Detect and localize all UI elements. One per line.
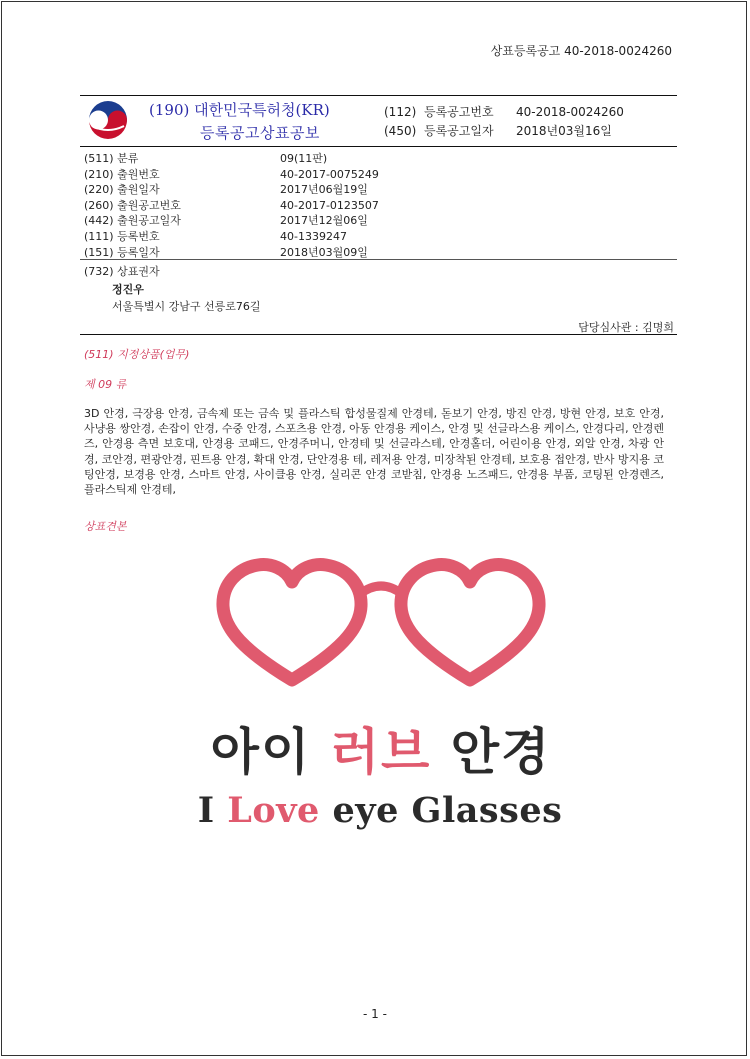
meta-value: 40-2017-0123507 xyxy=(280,198,379,212)
meta-row xyxy=(84,167,379,183)
header-rule-top xyxy=(80,95,677,96)
wordmark-en-part2: Love xyxy=(227,790,320,831)
goods-list: 3D 안경, 극장용 안경, 금속제 또는 금속 및 플라스틱 합성물질제 안경테, 돋보기 안경, 방진 안경, 방현 안경, 보호 안경, 사냥용 쌍안경, 손잡이 안경, 수중 안경, 스포츠용 안경, 아동 안경용 케이스, 안경 및 선글라스용 케이스, 안경다리, 안경렌즈, 안경용 측면 보호대, 안경용 코패드, 안경주머니, 안경테 및 선글라스테, 안경홀더, 어린이용 안경, 외알 안경, 차광 안경, 코안경, 편광안경, 핀트용 안경, 확대 안경, 단안경용 테, 레저용 안경, 미장착된 안경테, 보호용 접안경, 반사 방지용 코팅안경, 보경용 안경, 스마트 안경, 사이클용 안경, 실리콘 안경 코받침, 안경용 노즈패드, 안경용 부품, 코팅된 안경렌즈, 플라스틱제 안경테, xyxy=(84,407,664,497)
section-rule xyxy=(80,259,677,260)
owner-address: 서울특별시 강남구 선릉로76길 xyxy=(112,300,261,313)
document-reference: 상표등록공고 40-2018-0024260 xyxy=(490,44,672,58)
reg-pub-date-code: (450) xyxy=(384,124,417,138)
bibliographic-data xyxy=(84,151,379,260)
meta-value: 2018년03월09일 xyxy=(280,245,368,259)
meta-row xyxy=(84,229,379,245)
wordmark-en-part3: eye Glasses xyxy=(332,790,563,831)
wordmark-en-part1: I xyxy=(197,790,215,831)
bulletin-title: 등록공고상표공보 xyxy=(200,124,320,142)
meta-label: (210) 출원번호 xyxy=(84,167,160,181)
wordmark-ko-part2: 러브 xyxy=(330,723,432,781)
page-number: - 1 - xyxy=(363,1007,387,1021)
meta-label: (111) 등록번호 xyxy=(84,229,160,243)
wordmark-english xyxy=(190,790,570,831)
meta-row xyxy=(84,151,379,167)
meta-value: 09(11판) xyxy=(280,152,328,165)
reg-pub-no-code: (112) xyxy=(384,105,417,119)
office-title: (190) 대한민국특허청(KR) xyxy=(149,101,330,119)
reg-pub-date-label: 등록공고일자 xyxy=(424,124,494,138)
meta-value: 2017년06월19일 xyxy=(280,183,368,197)
mark-header: 상표견본 xyxy=(84,520,127,533)
reg-pub-no-value: 40-2018-0024260 xyxy=(516,105,624,119)
wordmark-ko-part1: 아이 xyxy=(210,723,312,781)
reg-pub-no-row xyxy=(384,103,624,122)
meta-row xyxy=(84,245,379,261)
meta-row xyxy=(84,182,379,198)
reg-pub-date-value: 2018년03월16일 xyxy=(516,124,612,138)
examiner-rule xyxy=(80,334,677,335)
meta-row xyxy=(84,198,379,214)
meta-value: 40-2017-0075249 xyxy=(280,167,379,181)
reg-pub-date-row xyxy=(384,122,624,141)
owner-header: (732) 상표권자 xyxy=(84,265,160,278)
owner-name: 정진우 xyxy=(112,283,144,296)
reg-pub-no-label: 등록공고번호 xyxy=(424,105,494,119)
header-rule-bottom xyxy=(80,146,677,147)
wordmark-korean xyxy=(196,712,566,784)
meta-label: (151) 등록일자 xyxy=(84,245,160,259)
heart-glasses-icon xyxy=(214,556,548,692)
goods-header: (511) 지정상품(업무) xyxy=(84,348,190,361)
wordmark-ko-part3: 안경 xyxy=(450,723,552,781)
registration-info xyxy=(384,103,624,141)
meta-label: (442) 출원공고일자 xyxy=(84,214,181,228)
examiner: 담당심사관 : 김명희 xyxy=(578,321,674,334)
meta-label: (260) 출원공고번호 xyxy=(84,198,181,212)
meta-label: (220) 출원일자 xyxy=(84,183,160,197)
meta-row xyxy=(84,213,379,229)
meta-value: 40-1339247 xyxy=(280,229,347,243)
meta-label: (511) 분류 xyxy=(84,152,139,165)
meta-value: 2017년12월06일 xyxy=(280,214,368,228)
goods-class: 제 09 류 xyxy=(84,378,127,391)
korea-government-emblem-icon xyxy=(88,100,128,140)
